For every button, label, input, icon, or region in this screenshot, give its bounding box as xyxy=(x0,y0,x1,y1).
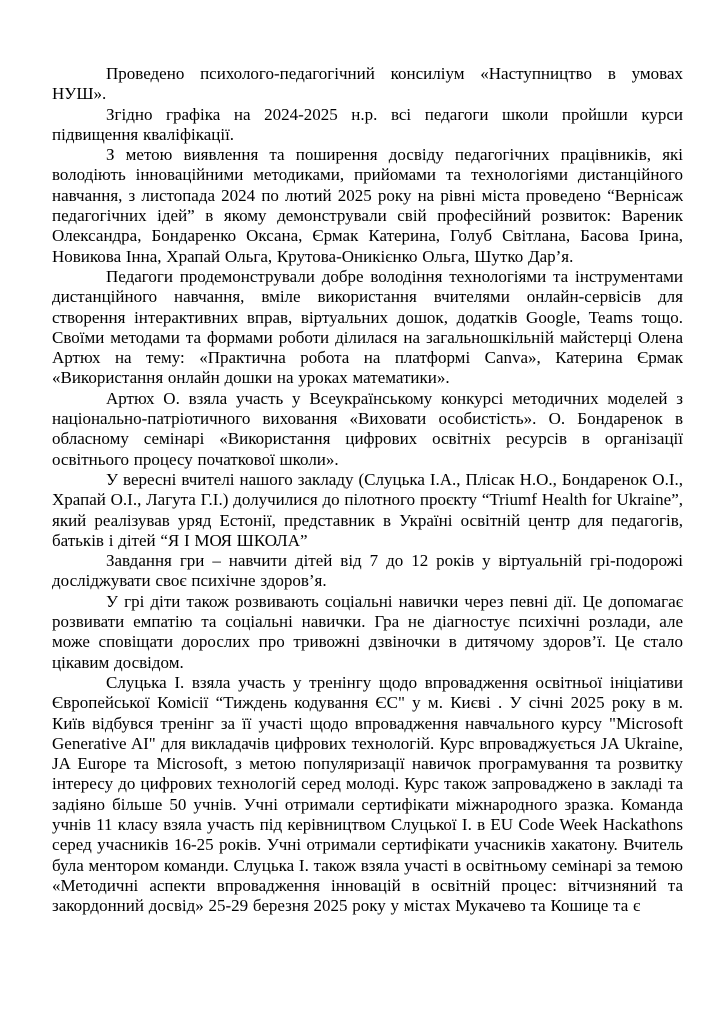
paragraph: З метою виявлення та поширення досвіду педагогічних працівників, які володіють інноваційними методиками, прийомами та технологіями дистанційного навчання, з листопада 2024 по лютий 2025 року на рівні міста проведено “Вернісаж педагогічних ідей” в якому демонстрували свій професійний розвиток: Вареник Олександра, Бондаренко Оксана, Єрмак Катерина, Голуб Світлана, Басова Ірина, Новикова Інна, Храпай Ольга, Крутова-Оникієнко Ольга, Шутко Дар’я. xyxy=(52,145,683,266)
paragraph: Педагоги продемонстрували добре володіння технологіями та інструментами дистанційного навчання, вміле використання вчителями онлайн-сервісів для створення інтерактивних вправ, віртуальних дошок, додатків Google, Teams тощо. Своїми методами та формами роботи ділилася на загальношкільній майстерці Олена Артюх на тему: «Практична робота на платформі Canva», Катерина Єрмак «Використання онлайн дошки на уроках математики». xyxy=(52,266,683,388)
paragraph: Згідно графіка на 2024-2025 н.р. всі педагоги школи пройшли курси підвищення кваліфікації. xyxy=(52,104,683,144)
paragraph: Артюх О. взяла участь у Всеукраїнському конкурсі методичних моделей з національно-патріотичного виховання «Виховати особистість». О. Бондаренок в обласному семінарі «Використання цифрових освітніх ресурсів в організації освітнього процесу початкової школи». xyxy=(52,388,683,469)
paragraph: Проведено психолого-педагогічний консиліум «Наступництво в умовах НУШ». xyxy=(52,64,683,104)
paragraph: Завдання гри – навчити дітей від 7 до 12 років у віртуальній грі-подорожі досліджувати своє психічне здоров’я. xyxy=(52,551,683,591)
document-text xyxy=(52,64,683,916)
paragraph: У грі діти також розвивають соціальні навички через певні дії. Це допомагає розвивати емпатію та соціальні навички. Гра не діагностує психічні розлади, але може сповіщати дорослих про тривожні дзвіночки в дитячому здоров’ї. Це стало цікавим досвідом. xyxy=(52,591,683,672)
paragraph: У вересні вчителі нашого закладу (Слуцька І.А., Плісак Н.О., Бондаренок О.І., Храпай О.І., Лагута Г.І.) долучилися до пілотного проєкту “Triumf Health for Ukraine”, який реалізував уряд Естонії, представник в Україні освітній центр для педагогів, батьків і дітей “Я І МОЯ ШКОЛА” xyxy=(52,469,683,550)
paragraph: Слуцька І. взяла участь у тренінгу щодо впровадження освітньої ініціативи Європейської Комісії “Тиждень кодування ЄС" у м. Києві . У січні 2025 року в м. Київ відбувся тренінг за її участі щодо впровадження навчального курсу "Microsoft Generative AI" для викладачів цифрових технологій. Курс впроваджується JA Ukraine, JA Europe та Microsoft, з метою популяризації навичок програмування та розвитку інтересу до цифрових технологій серед молоді. Курс також запроваджено в закладі та задіяно більше 50 учнів. Учні отримали сертифікати міжнародного зразка. Команда учнів 11 класу взяла участь під керівництвом Слуцької І. в EU Code Week Hackathons серед учасників 16-25 років. Учні отримали сертифікати учасників хакатону. Вчитель була ментором команди. Слуцька І. також взяла участі в освітньому семінарі за темою «Методичні аспекти впровадження інновацій в освітній процес: вітчизняний та закордонний досвід» 25-29 березня 2025 року у містах Мукачево та Кошице та є xyxy=(52,672,683,916)
